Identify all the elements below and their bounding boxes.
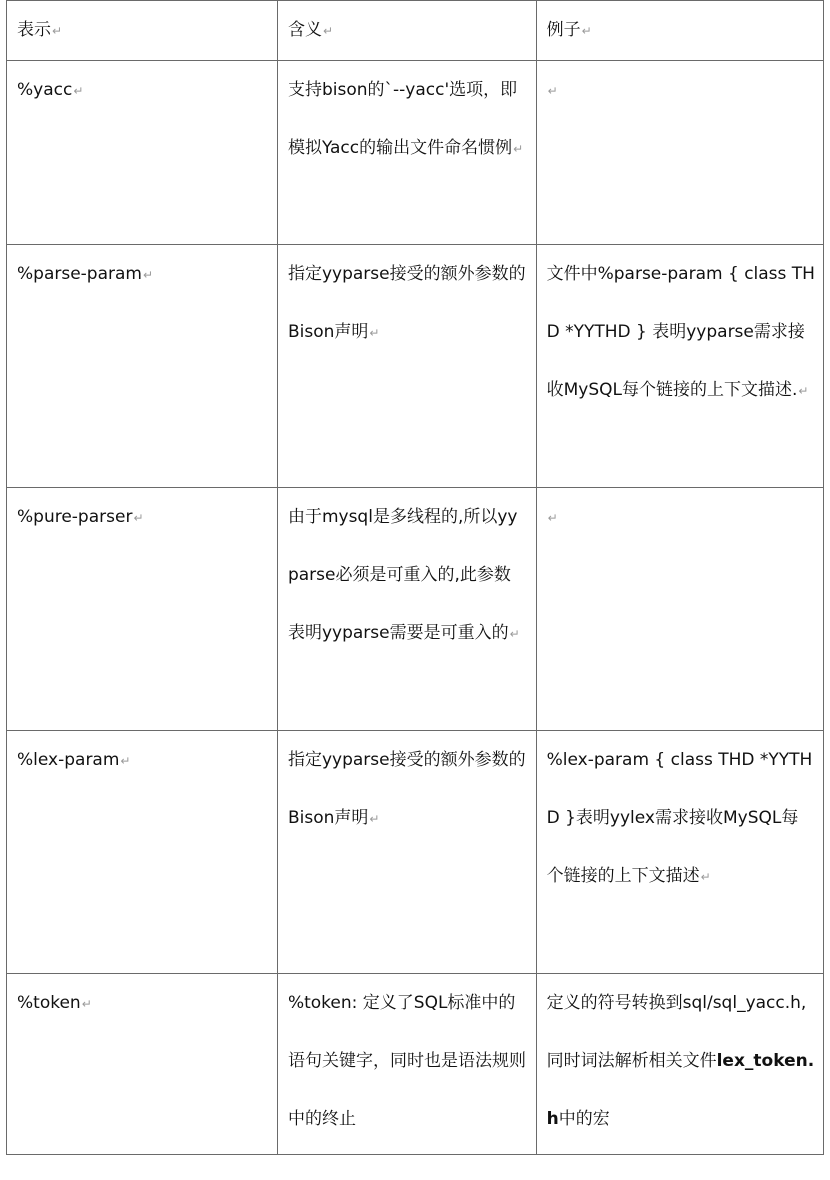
table-row [7, 61, 824, 245]
header-cell-example: 例子↵ [536, 1, 823, 61]
bison-directives-table [6, 0, 824, 1155]
example-cell: 定义的符号转换到sql/sql_yacc.h,同时词法解析相关文件lex_token.h中的宏 [536, 974, 823, 1155]
paragraph-mark-icon: ↵ [369, 812, 380, 826]
meaning-cell: 指定yyparse接受的额外参数的Bison声明↵ [277, 731, 536, 974]
header-cell-meaning: 含义↵ [277, 1, 536, 61]
paragraph-mark-icon: ↵ [581, 24, 592, 38]
paragraph-mark-icon: ↵ [52, 24, 63, 38]
paragraph-mark-icon: ↵ [509, 627, 520, 641]
meaning-cell: 由于mysql是多线程的,所以yyparse必须是可重入的,此参数表明yyparse需要是可重入的↵ [277, 488, 536, 731]
paragraph-mark-icon: ↵ [547, 84, 558, 98]
example-cell [536, 488, 823, 731]
bold-code-term: lex_token.h [546, 1051, 815, 1129]
paragraph-mark-icon: ↵ [120, 754, 131, 768]
directive-cell: %lex-param↵ [7, 731, 278, 974]
directive-cell: %token↵ [7, 974, 278, 1155]
paragraph-mark-icon: ↵ [73, 84, 84, 98]
paragraph-mark-icon: ↵ [798, 384, 809, 398]
table-row [7, 974, 824, 1155]
example-cell: %lex-param { class THD *YYTHD }表明yylex需求接收MySQL每个链接的上下文描述↵ [536, 731, 823, 974]
meaning-cell: 支持bison的`--yacc'选项，即模拟Yacc的输出文件命名惯例↵ [277, 61, 536, 245]
paragraph-mark-icon: ↵ [81, 997, 92, 1011]
directive-cell: %yacc↵ [7, 61, 278, 245]
table-header-row [7, 1, 824, 61]
paragraph-mark-icon: ↵ [513, 142, 524, 156]
example-cell: 文件中%parse-param { class THD *YYTHD } 表明yyparse需求接收MySQL每个链接的上下文描述.↵ [536, 245, 823, 488]
paragraph-mark-icon: ↵ [700, 870, 711, 884]
paragraph-mark-icon: ↵ [322, 24, 334, 38]
table-row [7, 488, 824, 731]
directive-cell: %parse-param↵ [7, 245, 278, 488]
paragraph-mark-icon: ↵ [133, 511, 144, 525]
meaning-cell: %token: 定义了SQL标准中的语句关键字，同时也是语法规则中的终止 [277, 974, 536, 1155]
paragraph-mark-icon: ↵ [142, 268, 154, 282]
table-row [7, 731, 824, 974]
directive-cell: %pure-parser↵ [7, 488, 278, 731]
meaning-cell: 指定yyparse接受的额外参数的Bison声明↵ [277, 245, 536, 488]
example-cell [536, 61, 823, 245]
header-cell-representation: 表示↵ [7, 1, 278, 61]
paragraph-mark-icon: ↵ [369, 326, 380, 340]
paragraph-mark-icon: ↵ [547, 511, 558, 525]
table-row [7, 245, 824, 488]
